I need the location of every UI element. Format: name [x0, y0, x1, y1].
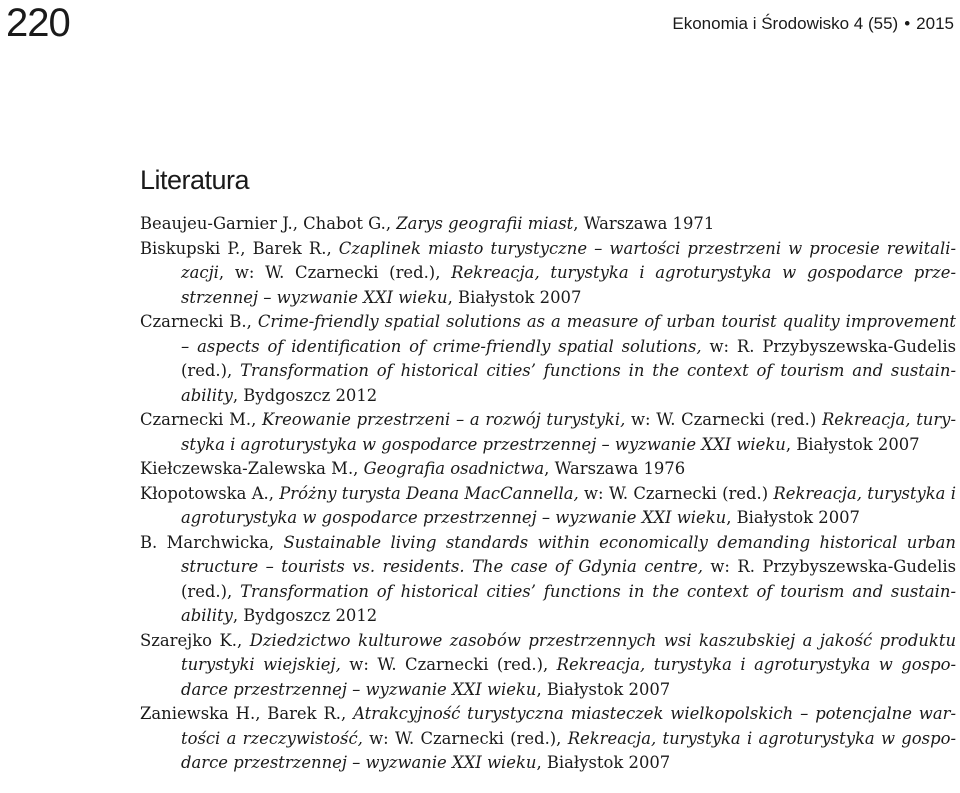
reference-text: Szarejko K., — [140, 630, 250, 650]
reference-title: Kreowanie przestrzeni – a rozwój turystyki, — [262, 410, 626, 429]
reference-text: , Warszawa 1976 — [544, 459, 686, 478]
page-header — [0, 0, 960, 50]
reference-title: Sustainable living standards within economically demanding historical urban structure – tourists vs. residents. The case of Gdynia centre, — [181, 532, 956, 576]
reference-text: w: R. Przybyszewska-Gudelis (red.), — [181, 557, 956, 601]
journal-year: 2015 — [916, 14, 954, 33]
reference-item — [140, 408, 956, 457]
reference-text: w: W. Czarnecki (red.), — [362, 728, 568, 748]
reference-item — [140, 482, 956, 531]
reference-text: , Białystok 2007 — [536, 753, 671, 772]
reference-title: Transformation of historical cities’ functions in the context of tourism and sustainability — [181, 361, 956, 405]
reference-text: Czarnecki M., — [140, 410, 263, 429]
reference-text: Zaniewska H., Barek R., — [140, 704, 354, 723]
reference-text: w: W. Czarnecki (red.), — [340, 655, 557, 674]
reference-item — [140, 212, 956, 237]
reference-title: Rekreacja, turystyka i agroturystyka w gospodarce przestrzennej – wyzwanie XXI wieku — [181, 655, 956, 699]
reference-title: Rekreacja, turystyka i agroturystyka w gospodarce przestrzennej – wyzwanie XXI wieku — [181, 410, 956, 454]
reference-text: w: R. Przybyszewska-Gudelis (red.), — [181, 336, 956, 380]
reference-text: Kłopotowska A., — [140, 483, 280, 503]
reference-text: , Warszawa 1971 — [573, 214, 715, 233]
reference-item — [140, 531, 956, 629]
reference-title: Dziedzictwo kulturowe zasobów przestrzennych wsi kaszubskiej a jakość produktu turystyki wiejskiej, — [181, 630, 957, 674]
reference-text: , Białystok 2007 — [785, 434, 920, 454]
reference-text: , Białystok 2007 — [726, 508, 860, 527]
reference-title: Czaplinek miasto turystyczne – wartości przestrzeni w procesie rewitalizacji — [181, 238, 956, 282]
separator-dot: • — [904, 14, 911, 33]
reference-item — [140, 702, 956, 776]
reference-text: B. Marchwicka, — [140, 532, 284, 552]
reference-item — [140, 457, 956, 482]
reference-text: Kiełczewska-Zalewska M., — [140, 459, 364, 478]
reference-item — [140, 310, 956, 408]
reference-title: Zarys geografii miast — [396, 214, 574, 233]
journal-name: Ekonomia i Środowisko 4 (55) — [672, 14, 899, 33]
reference-item — [140, 629, 956, 703]
reference-text: w: W. Czarnecki (red.) — [625, 410, 822, 429]
reference-text: , Białystok 2007 — [536, 679, 671, 699]
reference-item — [140, 237, 956, 311]
reference-title: Atrakcyjność turystyczna miasteczek wielkopolskich – potencjalne wartości a rzeczywistość, — [181, 704, 956, 748]
reference-text: , Bydgoszcz 2012 — [232, 606, 378, 625]
page-number: 220 — [6, 1, 70, 45]
reference-text: , Białystok 2007 — [447, 287, 582, 307]
journal-info — [672, 13, 954, 35]
section-title: Literatura — [140, 165, 250, 195]
reference-list — [140, 212, 956, 776]
reference-text: , w: W. Czarnecki (red.), — [218, 263, 452, 282]
reference-text: Czarnecki B., — [140, 312, 258, 331]
reference-text: Biskupski P., Barek R., — [140, 238, 339, 258]
reference-title: Próżny turysta Deana MacCannella, — [279, 483, 579, 503]
reference-title: Crime-friendly spatial solutions as a measure of urban tourist quality improvement – aspects of identification of crime-friendly spatial solutions, — [181, 312, 956, 356]
reference-title: Rekreacja, turystyka i agroturystyka w gospodarce przestrzennej – wyzwanie XXI wieku — [181, 728, 956, 772]
reference-text: Beaujeu-Garnier J., Chabot G., — [140, 214, 397, 233]
reference-title: Transformation of historical cities’ functions in the context of tourism and sustainability — [181, 581, 956, 625]
reference-title: Rekreacja, turystyka i agroturystyka w gospodarce przestrzennej – wyzwanie XXI wieku — [181, 263, 956, 307]
reference-title: Geografia osadnictwa — [363, 459, 545, 478]
reference-title: Rekreacja, turystyka i agroturystyka w gospodarce przestrzennej – wyzwanie XXI wieku — [181, 483, 957, 527]
reference-text: , Bydgoszcz 2012 — [232, 385, 378, 405]
reference-text: w: W. Czarnecki (red.) — [578, 483, 774, 503]
